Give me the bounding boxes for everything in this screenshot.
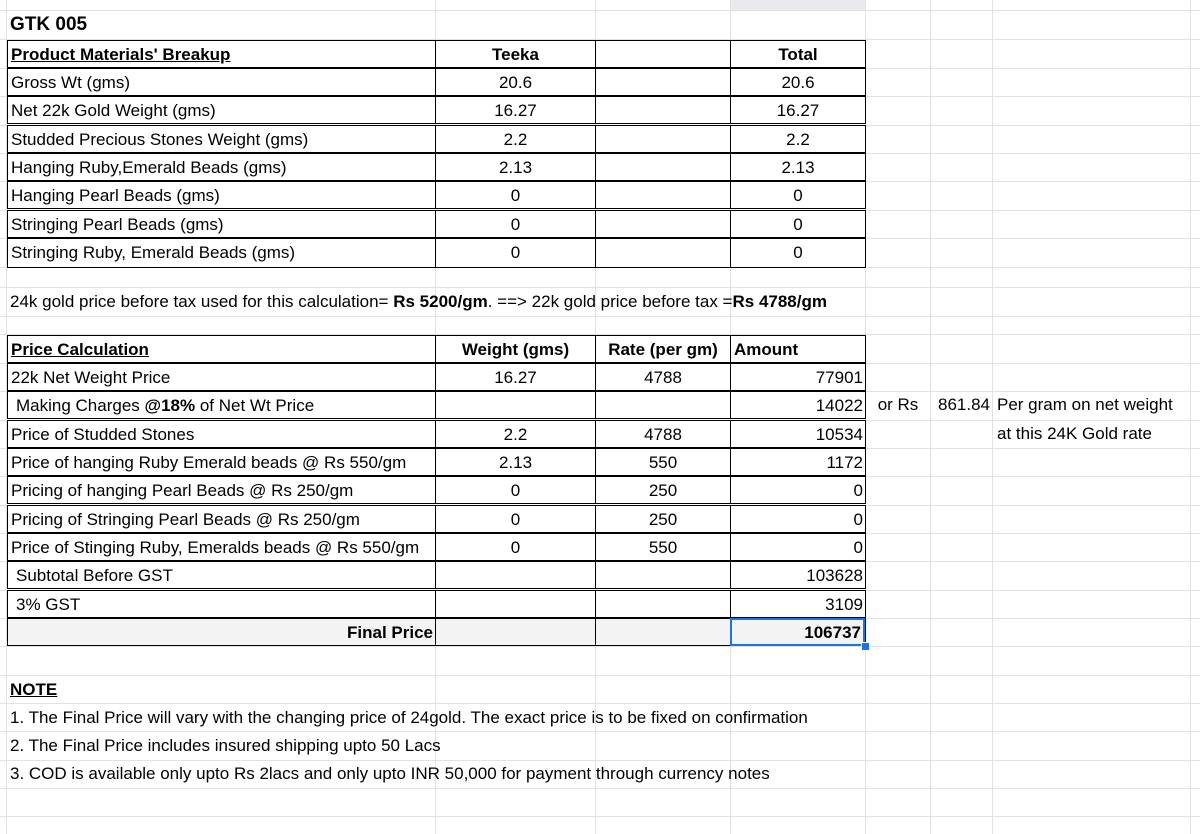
price-row-rate[interactable]: 550 [595, 448, 731, 476]
materials-row-label[interactable]: Stringing Pearl Beads (gms) [7, 210, 436, 238]
materials-row-label[interactable]: Net 22k Gold Weight (gms) [7, 96, 436, 124]
gold-22k-price: Rs 4788/gm [732, 292, 827, 311]
price-row-label[interactable]: 22k Net Weight Price [7, 363, 436, 391]
materials-row-label[interactable]: Stringing Ruby, Emerald Beads (gms) [7, 238, 436, 268]
note-line[interactable]: 3. COD is available only upto Rs 2lacs and only upto INR 50,000 for payment through currency notes [10, 764, 770, 783]
sheet-title[interactable]: GTK 005 [10, 14, 88, 35]
materials-row-total[interactable]: 0 [730, 210, 866, 238]
price-row-label[interactable]: Price of hanging Ruby Emerald beads @ Rs 550/gm [7, 448, 436, 476]
price-row-rate[interactable]: 250 [595, 505, 731, 533]
gold-24k-price: Rs 5200/gm [393, 292, 488, 311]
gst-label[interactable]: 3% GST [7, 590, 436, 618]
gst-weight[interactable] [435, 590, 596, 618]
price-row-weight[interactable]: 2.13 [435, 448, 596, 476]
price-row-weight[interactable]: 0 [435, 476, 596, 504]
price-row-amount[interactable]: 0 [730, 533, 866, 561]
materials-row-teeka[interactable]: 0 [435, 181, 596, 209]
note-line[interactable]: 1. The Final Price will vary with the changing price of 24gold. The exact price is to be fixed on confirmation [10, 708, 808, 727]
side-note-or-rs[interactable]: or Rs [877, 395, 919, 414]
materials-row-blank[interactable] [595, 153, 731, 181]
gst-rate[interactable] [595, 590, 731, 618]
final-price-label[interactable]: Final Price [7, 618, 436, 646]
price-row-amount[interactable]: 10534 [730, 420, 866, 448]
final-price-rate[interactable] [595, 618, 731, 646]
price-row-weight[interactable]: 2.2 [435, 420, 596, 448]
making-percent: @18% [144, 396, 196, 415]
final-price-weight[interactable] [435, 618, 596, 646]
gst-amount[interactable]: 3109 [730, 590, 866, 618]
price-header-rate[interactable]: Rate (per gm) [595, 335, 731, 363]
price-row-weight[interactable]: 16.27 [435, 363, 596, 391]
fill-handle[interactable] [861, 642, 870, 651]
materials-row-total[interactable]: 0 [730, 181, 866, 209]
materials-row-total[interactable]: 2.2 [730, 125, 866, 153]
price-row-rate[interactable] [595, 391, 731, 419]
gold-line-part-c: . ==> 22k gold price before tax = [487, 292, 733, 311]
materials-row-label[interactable]: Hanging Ruby,Emerald Beads (gms) [7, 153, 436, 181]
materials-row-blank[interactable] [595, 96, 731, 124]
price-row-rate[interactable]: 250 [595, 476, 731, 504]
subtotal-weight[interactable] [435, 561, 596, 589]
price-row-rate[interactable]: 550 [595, 533, 731, 561]
price-row-rate[interactable]: 4788 [595, 363, 731, 391]
price-row-amount[interactable]: 0 [730, 476, 866, 504]
materials-row-teeka[interactable]: 0 [435, 210, 596, 238]
materials-row-total[interactable]: 16.27 [730, 96, 866, 124]
subtotal-label[interactable]: Subtotal Before GST [7, 561, 436, 589]
making-tail: of Net Wt Price [195, 396, 315, 415]
materials-row-blank[interactable] [595, 68, 731, 96]
subtotal-rate[interactable] [595, 561, 731, 589]
gold-line-part-a: 24k gold price before tax used for this calculation= [10, 292, 394, 311]
materials-header-label[interactable]: Product Materials' Breakup [7, 40, 436, 68]
materials-header-blank[interactable] [595, 40, 731, 68]
cell-selection-outline [730, 618, 865, 646]
price-row-weight[interactable]: 0 [435, 533, 596, 561]
price-row-label[interactable]: Pricing of Stringing Pearl Beads @ Rs 250/gm [7, 505, 436, 533]
price-header-amount[interactable]: Amount [730, 335, 866, 363]
price-row-weight[interactable] [435, 391, 596, 419]
price-row-weight[interactable]: 0 [435, 505, 596, 533]
side-note-value[interactable]: 861.84 [938, 395, 990, 414]
materials-row-total[interactable]: 2.13 [730, 153, 866, 181]
price-header-label[interactable]: Price Calculation [7, 335, 436, 363]
price-header-weight[interactable]: Weight (gms) [435, 335, 596, 363]
price-row-amount[interactable]: 14022 [730, 391, 866, 419]
note-line[interactable]: 2. The Final Price includes insured shipping upto 50 Lacs [10, 736, 441, 755]
price-row-amount[interactable]: 1172 [730, 448, 866, 476]
materials-row-teeka[interactable]: 2.2 [435, 125, 596, 153]
subtotal-amount[interactable]: 103628 [730, 561, 866, 589]
gold-price-line[interactable] [10, 288, 890, 316]
materials-row-teeka[interactable]: 16.27 [435, 96, 596, 124]
side-note-text-1[interactable]: Per gram on net weight [997, 395, 1173, 414]
materials-header-teeka[interactable]: Teeka [435, 40, 596, 68]
materials-row-total[interactable]: 20.6 [730, 68, 866, 96]
materials-row-teeka[interactable]: 0 [435, 238, 596, 268]
side-note-text-2[interactable]: at this 24K Gold rate [997, 424, 1152, 443]
materials-row-blank[interactable] [595, 181, 731, 209]
price-row-label[interactable]: Pricing of hanging Pearl Beads @ Rs 250/gm [7, 476, 436, 504]
materials-row-blank[interactable] [595, 210, 731, 238]
materials-row-label[interactable]: Hanging Pearl Beads (gms) [7, 181, 436, 209]
materials-row-blank[interactable] [595, 125, 731, 153]
price-row-amount[interactable]: 77901 [730, 363, 866, 391]
materials-row-teeka[interactable]: 20.6 [435, 68, 596, 96]
price-row-amount[interactable]: 0 [730, 505, 866, 533]
price-row-label[interactable]: Price of Stinging Ruby, Emeralds beads @ Rs 550/gm [7, 533, 436, 561]
materials-row-teeka[interactable]: 2.13 [435, 153, 596, 181]
materials-row-total[interactable]: 0 [730, 238, 866, 268]
price-row-label-making[interactable] [7, 391, 436, 419]
making-label: Making Charges [16, 396, 145, 415]
materials-row-blank[interactable] [595, 238, 731, 268]
final-price-amount[interactable]: 106737 [730, 618, 866, 646]
price-row-label[interactable]: Price of Studded Stones [7, 420, 436, 448]
materials-header-total[interactable]: Total [730, 40, 866, 68]
materials-row-label[interactable]: Gross Wt (gms) [7, 68, 436, 96]
materials-row-label[interactable]: Studded Precious Stones Weight (gms) [7, 125, 436, 153]
price-row-rate[interactable]: 4788 [595, 420, 731, 448]
note-heading[interactable]: NOTE [10, 680, 58, 699]
